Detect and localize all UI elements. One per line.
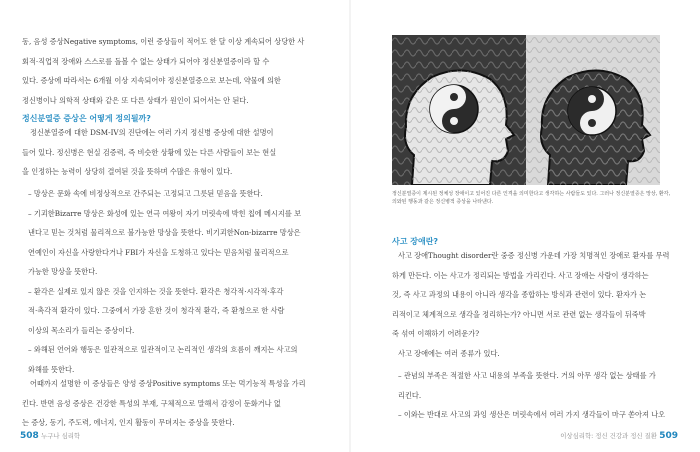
text-line: 회적·직업적 장애와 스스로를 돌볼 수 없는 상태가 되어야 정신분열증이라 할 수 <box>22 56 270 66</box>
book-title: 누구나 심리학 <box>41 432 81 440</box>
text-line: 사고 장애에는 여러 종류가 있다. <box>398 348 500 358</box>
text-line: 을 인정하는 능력이 상당히 결여된 것을 뜻하며 수많은 유형이 있다. <box>22 167 233 176</box>
closing-paragraph <box>22 374 306 433</box>
illustration-figure <box>392 35 660 185</box>
list-item: 가능한 망상을 뜻한다. <box>28 267 98 276</box>
list-item: 와해를 뜻한다. <box>28 364 75 374</box>
text-line: 것, 즉 사고 과정의 내용이 아니라 생각을 종합하는 방식과 관련이 있다. 환자가 논 <box>392 290 647 299</box>
list-item: – 관념의 부족은 적절한 사고 내용의 부족을 뜻한다. 거의 아무 생각 없는 상태를 가 <box>398 371 656 380</box>
list-item: 적·촉각적 환각이 있다. 그중에서 가장 흔한 것이 청각적 환각, 즉 환청으로 한 사람 <box>28 306 285 315</box>
page-number: 509 <box>659 431 678 441</box>
intro-paragraph <box>22 32 304 110</box>
text-line: 있다. 증상에 따라서는 6개월 이상 지속되어야 정신분열증으로 보는데, 약물에 의한 <box>22 76 281 85</box>
text-line: 킨다. 반면 음성 증상은 건강한 특성의 부재, 구체적으로 말해서 감정이 둔화거나 없 <box>22 398 281 408</box>
symptom-bullet-list <box>28 184 301 379</box>
list-item: 리킨다. <box>398 390 422 400</box>
text-line: 사고 장애Thought disorder란 중증 정신병 가운데 가장 치명적인 장애로 환자를 무력 <box>398 251 670 260</box>
text-line: 정신병이나 의학적 상태와 같은 또 다른 상태가 원인이 되어서는 안 된다. <box>22 95 249 105</box>
figure-caption <box>392 190 671 206</box>
text-line: 들어 있다. 정신병은 현실 검증력, 즉 비슷한 상황에 있는 다른 사람들이 보는 현실 <box>22 147 277 157</box>
text-line: 어때까지 설명한 이 증상들은 양성 증상Positive symptoms 또는 먹기능적 특성을 가리 <box>30 379 306 388</box>
section-heading: 정신분열증 증상은 어떻게 정의될까? <box>22 114 151 123</box>
caption-line: 정신분열증이 제시된 정체성 장애이고 있어진 다른 인격을 의미한다고 생각하는 사람들도 있다. 그러나 정신분열증은 망상, 환각, <box>392 191 671 197</box>
text-line: 동, 음성 증상Negative symptoms, 이런 증상들이 적어도 한 달 이상 계속되어 상당한 사 <box>22 37 305 46</box>
text-line: 리적이고 체계적으로 생각을 정리하는가? 아니면 서로 관련 없는 생각들이 뒤죽박 <box>392 309 646 319</box>
list-item: – 환각은 실제로 있지 않은 것을 인지하는 것을 뜻한다. 환각은 청각적·시각적·후각 <box>28 286 284 296</box>
text-line: 죽 섞여 이해하기 어려운가? <box>392 329 480 338</box>
thought-disorder-bullets <box>398 366 665 425</box>
chapter-title: 이상심리학: 정신 건강과 정신 질환 <box>560 432 657 440</box>
text-line: 하게 만든다. 이는 사고가 정리되는 방법을 가리킨다. 사고 장애는 사람이 생각하는 <box>392 270 649 280</box>
list-item: – 망상은 문화 속에 비정상적으로 간주되는 고정되고 그릇된 믿음을 뜻한다. <box>28 189 263 198</box>
section-heading: 사고 장애란? <box>392 237 439 246</box>
head-silhouettes-illustration <box>392 35 660 185</box>
list-item: – 기괴한Bizarre 망상은 화성에 있는 연극 여왕이 자기 머릿속에 박힌 칩에 메시지를 보 <box>28 208 302 218</box>
list-item: – 이와는 반대로 사고의 과잉 생산은 머릿속에서 여러 가지 생각들이 마구 쏟아져 나오 <box>398 410 666 419</box>
list-item: 낸다고 믿는 것처럼 물리적으로 불가능한 망상을 뜻한다. 비기괴한Non-bizarre 망상은 <box>28 228 301 237</box>
list-item: – 와해된 언어와 행동은 일관적으로 일관적이고 논리적인 생각의 흐름이 깨지는 사고의 <box>28 345 298 354</box>
definition-paragraph <box>22 123 276 182</box>
text-line: 는 증상, 동기, 주도력, 에너지, 인지 활동이 무뎌지는 증상을 뜻한다. <box>22 418 235 427</box>
list-item: 연예인이 자신을 사랑한다거나 FBI가 자신을 도청하고 있다는 믿음처럼 물리적으로 <box>28 247 289 257</box>
caption-line: 의와된 행동과 같은 정신병적 증상을 나타낸다. <box>392 199 494 205</box>
text-line: 정신분열증에 대한 DSM-IV의 진단에는 여러 가지 정신병 증상에 대한 설명이 <box>30 128 274 137</box>
thought-disorder-paragraph <box>392 246 669 363</box>
list-item: 이상의 목소리가 들리는 증상이다. <box>28 325 135 335</box>
right-page <box>350 0 700 452</box>
page-number: 508 <box>20 431 39 441</box>
right-footer <box>560 431 678 441</box>
left-footer <box>20 431 80 441</box>
